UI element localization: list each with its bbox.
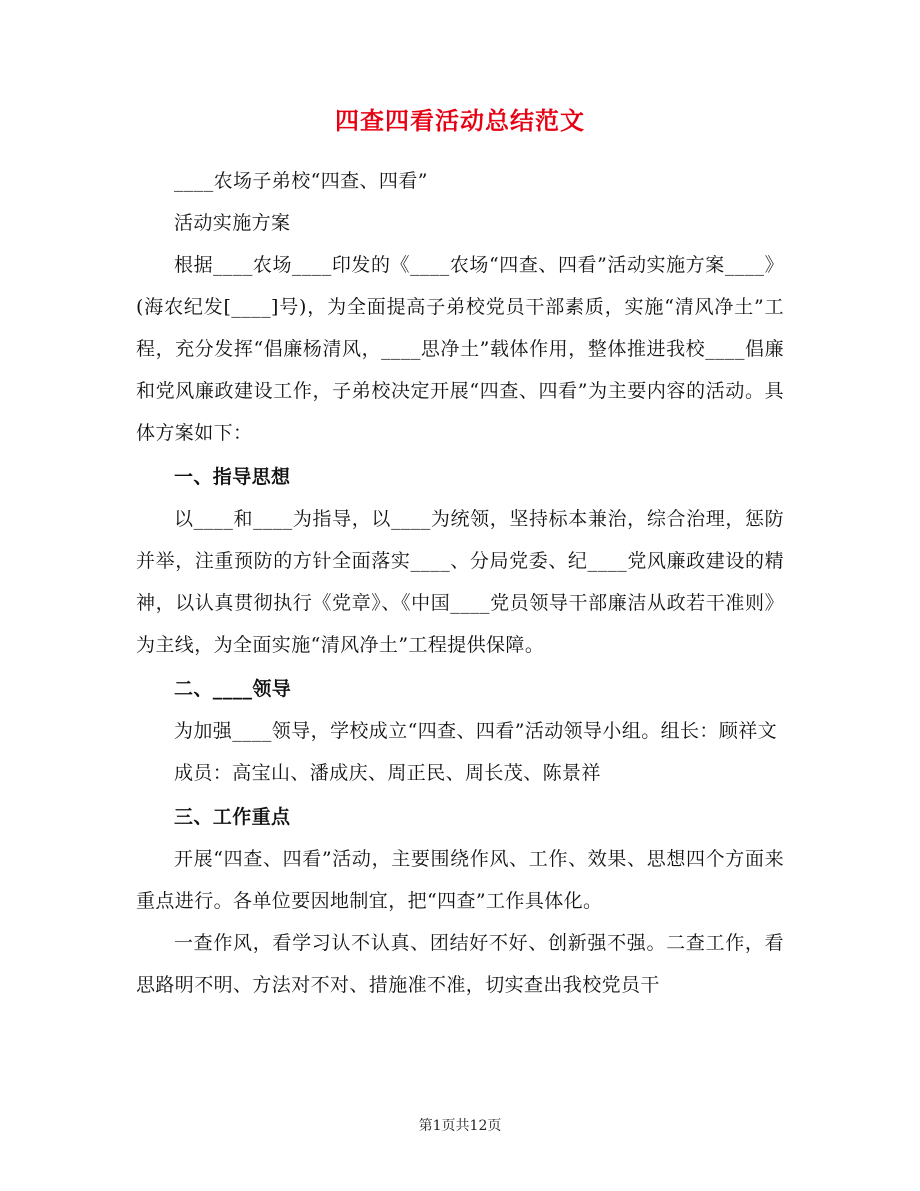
guiding-thought-paragraph: 以____和____为指导，以____为统领，坚持标本兼治，综合治理，惩防并举，注重预防的方针全面落实____、分局党委、纪____党风廉政建设的精神，以认真贯彻执行《党章》、《中国____党员领导干部廉洁从政若干准则》为主线，为全面实施“清风净土”工程提供保障。: [136, 508, 784, 656]
members-paragraph: 成员：高宝山、潘成庆、周正民、周长茂、陈景祥: [174, 762, 601, 784]
intro-paragraph: 根据____农场____印发的《____农场“四查、四看”活动实施方案____》(海农纪发[____]号)，为全面提高子弟校党员干部素质，实施“清风净土”工程，充分发挥“倡廉杨清风，____思净土”载体作用，整体推进我校____倡廉和党风廉政建设工作，子弟校决定开展“四查、四看”为主要内容的活动。具体方案如下：: [136, 254, 784, 444]
work-focus-detail-paragraph: 一查作风，看学习认不认真、团结好不好、创新强不强。二查工作，看思路明不明、方法对不对、措施准不准，切实查出我校党员干: [136, 932, 784, 996]
plan-subtitle-line-2: 活动实施方案: [174, 212, 291, 234]
leadership-paragraph: 为加强____领导，学校成立“四查、四看”活动领导小组。组长：顾祥文: [174, 720, 778, 742]
document-title: 四查四看活动总结范文: [335, 107, 585, 135]
plan-subtitle-line-1: ____农场子弟校“四查、四看”: [174, 170, 428, 192]
document-body: [136, 100, 784, 1006]
section-heading-guiding-thought: 一、指导思想: [174, 466, 291, 488]
page-number-footer: 第1页共12页: [418, 1118, 502, 1134]
section-heading-leadership: 二、____领导: [174, 678, 292, 700]
work-focus-paragraph: 开展“四查、四看”活动，主要围绕作风、工作、效果、思想四个方面来重点进行。各单位要因地制宜，把“四查”工作具体化。: [136, 848, 784, 912]
section-heading-work-focus: 三、工作重点: [174, 806, 291, 828]
